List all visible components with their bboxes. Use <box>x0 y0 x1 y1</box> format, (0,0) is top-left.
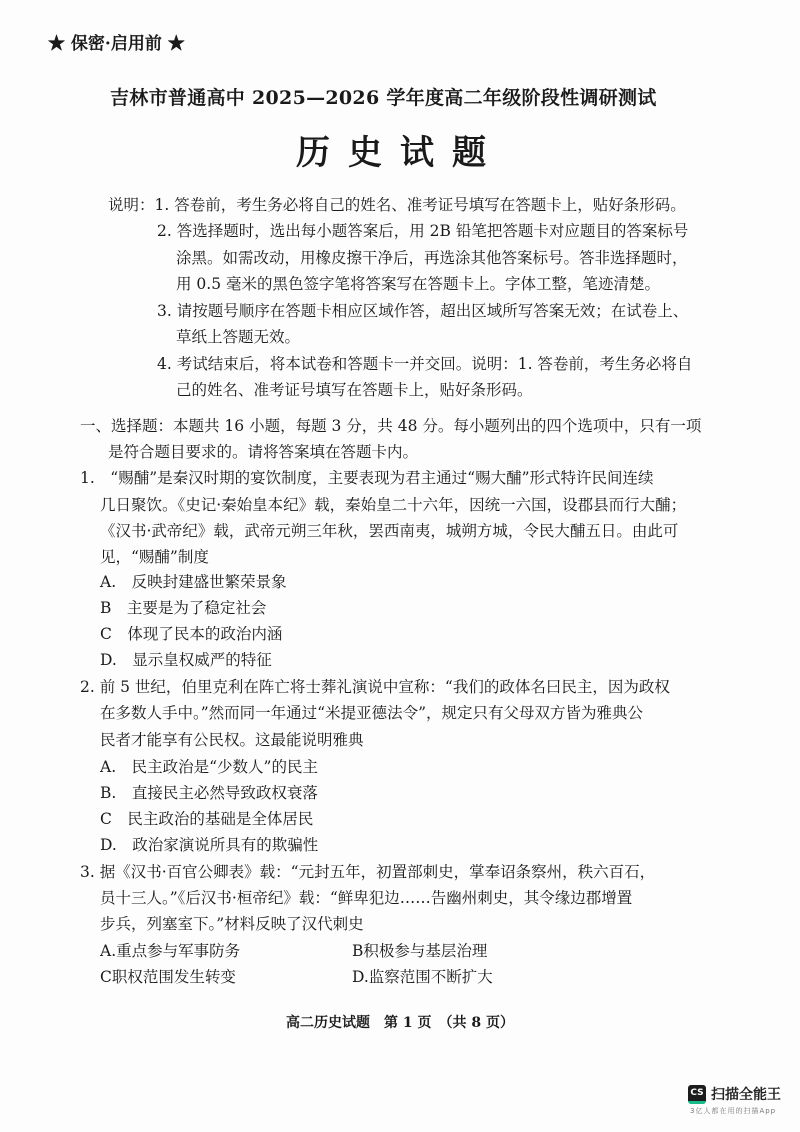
section-heading: 是符合题目要求的。请将答案填在答题卡内。 <box>108 443 419 461</box>
page-footer: 高二历史试题 第 1 页 （共 8 页） <box>286 1015 514 1031</box>
question-stem: 在多数人手中。”然而同一年通过“米提亚德法令”，规定只有父母双方皆为雅典公 <box>100 704 644 722</box>
question-stem: 3. 据《汉书·百官公卿表》载：“元封五年，初置部刺史，掌奉诏条察州，秩六百石， <box>80 863 656 881</box>
instruction-line: 己的姓名、准考证号填写在答题卡上，贴好条形码。 <box>176 381 533 399</box>
answer-option: D.监察范围不断扩大 <box>352 968 493 986</box>
answer-option: C 民主政治的基础是全体居民 <box>100 810 314 828</box>
question-stem: 员十三人。”《后汉书·桓帝纪》载：“鲜卑犯边……告幽州刺史，其令缘边郡增置 <box>100 889 633 907</box>
answer-option: D. 显示皇权威严的特征 <box>100 651 272 669</box>
answer-option: D. 政治家演说所具有的欺骗性 <box>100 836 319 854</box>
answer-option: B. 直接民主必然导致政权衰落 <box>100 784 318 802</box>
answer-option: B积极参与基层治理 <box>352 942 488 960</box>
page-title: 历史试题 <box>296 133 504 173</box>
section-heading: 一、选择题：本题共 16 小题，每题 3 分，共 48 分。每小题列出的四个选项中，只有一项 <box>80 417 702 435</box>
instruction-line: 4. 考试结束后，将本试卷和答题卡一并交回。说明：1. 答卷前，考生务必将自 <box>157 355 693 373</box>
instruction-line: 2. 答选择题时，选出每小题答案后，用 2B 铅笔把答题卡对应题目的答案标号 <box>157 222 689 240</box>
answer-option: A. 反映封建盛世繁荣景象 <box>100 573 287 591</box>
answer-option: C职权范围发生转变 <box>100 968 236 986</box>
instruction-line: 说明：1. 答卷前，考生务必将自己的姓名、准考证号填写在答题卡上，贴好条形码。 <box>108 196 686 214</box>
confidential-mark: ★ 保密·启用前 ★ <box>48 34 185 54</box>
instruction-line: 草纸上答题无效。 <box>176 328 301 346</box>
answer-option: A. 民主政治是“少数人”的民主 <box>100 758 318 776</box>
instruction-line: 用 0.5 毫米的黑色签字笔将答案写在答题卡上。字体工整，笔迹清楚。 <box>176 275 661 293</box>
instruction-line: 3. 请按题号顺序在答题卡相应区域作答，超出区域所写答案无效；在试卷上、 <box>157 302 689 320</box>
question-stem: 见，“赐酺”制度 <box>100 548 209 566</box>
scanner-watermark <box>688 1084 781 1104</box>
question-stem: 几日聚饮。《史记·秦始皇本纪》载，秦始皇二十六年，因统一六国，设郡县而行大酺； <box>100 496 687 514</box>
watermark-name: 扫描全能王 <box>711 1087 781 1103</box>
instruction-line: 涂黑。如需改动，用橡皮擦干净后，再选涂其他答案标号。答非选择题时， <box>176 249 688 267</box>
camscanner-logo-icon: CS <box>688 1085 706 1104</box>
watermark-tagline: 3亿人都在用的扫描App <box>690 1107 777 1115</box>
exam-subtitle: 吉林市普通高中 2025—2026 学年度高二年级阶段性调研测试 <box>110 87 657 109</box>
question-stem: 民者才能享有公民权。这最能说明雅典 <box>100 731 364 749</box>
answer-option: C 体现了民本的政治内涵 <box>100 625 283 643</box>
answer-option: B 主要是为了稳定社会 <box>100 599 267 617</box>
question-stem: 2. 前 5 世纪，伯里克利在阵亡将士葬礼演说中宣称：“我们的政体名曰民主，因为政权 <box>80 678 670 696</box>
question-stem: 步兵，列塞室下。”材料反映了汉代刺史 <box>100 915 364 933</box>
question-stem: 1. “赐酺”是秦汉时期的宴饮制度，主要表现为君主通过“赐大酺”形式特许民间连续 <box>80 469 654 487</box>
question-stem: 《汉书·武帝纪》载，武帝元朔三年秋，罢西南夷，城朔方城，令民大酺五日。由此可 <box>100 522 679 540</box>
answer-option: A.重点参与军事防务 <box>100 942 241 960</box>
